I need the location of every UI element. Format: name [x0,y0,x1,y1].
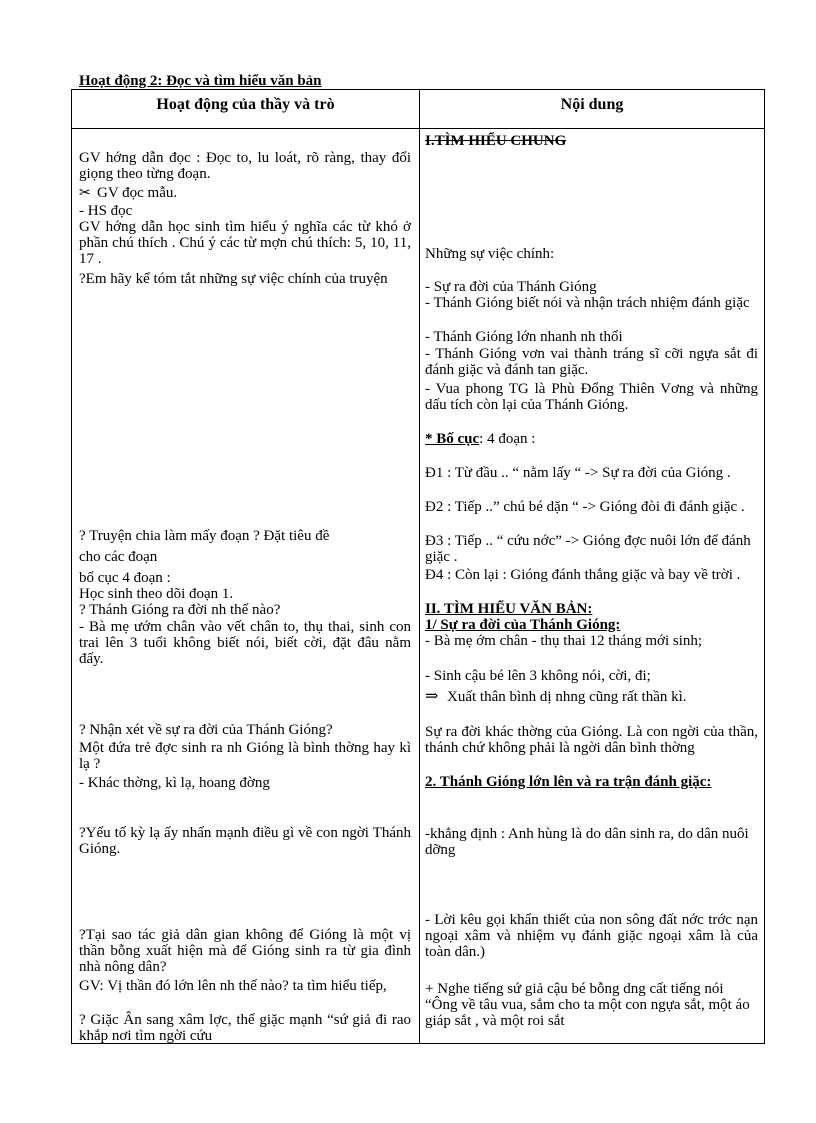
left-model-reading [79,185,411,202]
left-column-header: Hoạt động của thầy và trò [156,96,335,113]
right-first-words: + Nghe tiếng sứ giả cậu bé bỗng dng cất tiếng nói “Ông về tâu vua, sắm cho ta một con ngựa sắt, một áo giáp sắt , và một roi sắt [425,981,750,1029]
right-event-1: - Sự ra đời của Thánh Gióng [425,279,597,295]
left-normal-question: Một đứa trẻ đợc sinh ra nh Gióng là bình thờng hay kì lạ ? [79,740,411,772]
left-structure-question-b: cho các đoạn [79,549,158,565]
right-call-to-arms: - Lời kêu gọi khẩn thiết của non sông đất nớc trớc nạn ngoại xâm và nhiệm vụ đánh giặc ngoại xâm là của toàn dân.) [425,912,758,960]
left-student-reading: - HS đọc [79,203,133,219]
right-origin-text: Xuất thân bình dị nhng cũng rất thần kì. [447,689,687,705]
left-normal-answer: - Khác thờng, kì lạ, hoang đờng [79,775,270,791]
column-divider [419,90,420,1043]
left-birth-question: ? Thánh Gióng ra đời nh thế nào? [79,602,281,618]
left-follow-part1: Học sinh theo dõi đoạn 1. [79,586,234,602]
right-subsection-growth: 2. Thánh Gióng lớn lên và ra trận đánh giặc: [425,774,712,790]
right-birth-1: - Bà mẹ ớm chân - thụ thai 12 tháng mới sinh; [425,633,703,649]
right-structure-count: : 4 đoạn : [479,431,536,447]
left-origin-question: ?Tại sao tác giả dân gian không để Gióng là một vị thần bỗng xuất hiện mà để Gióng sinh ra từ gia đình nhà nông dân? [79,927,411,975]
left-birth-answer: - Bà mẹ ướm chân vào vết chân to, thụ thai, sinh con trai lên 3 tuổi không biết nói, biết cời, đặt đâu nằm đấy. [79,619,411,667]
left-model-reading-text: GV đọc mẫu. [97,185,178,201]
right-section-general: I.TÌM HIỂU CHUNG [425,133,567,149]
left-miracle-question: ?Yếu tố kỳ lạ ấy nhấn mạnh điều gì về con ngời Thánh Gióng. [79,825,411,857]
right-main-events-title: Những sự việc chính: [425,246,555,262]
left-structure-answer: bố cục 4 đoạn : [79,570,171,586]
right-part-3: Đ3 : Tiếp .. “ cứu nớc” -> Gióng đợc nuôi lớn để đánh giặc . [425,533,751,565]
left-structure-question-a: ? Truyện chia làm mấy đoạn ? Đặt tiêu đề [79,528,330,544]
right-origin-explanation: Sự ra đời khác thờng của Gióng. Là con ngời của thần, thánh chứ không phải là ngời dân bình thờng [425,724,758,756]
right-part-4: Đ4 : Còn lại : Gióng đánh thắng giặc và bay về trời . [425,567,741,583]
left-vocab-guide: GV hớng dẫn học sinh tìm hiểu ý nghĩa các từ khó ở phần chú thích . Chú ý các từ mợn chú thích: 5, 10, 11, 17 . [79,219,411,267]
section-heading: Hoạt động 2: Đọc và tìm hiểu văn bản [79,73,322,89]
left-reading-guide: GV hớng dẫn đọc : Đọc to, lu loát, rõ ràng, thay đổi giọng theo từng đoạn. [79,150,411,182]
scissors-icon: ✂ [79,186,91,201]
header-divider [72,128,764,129]
right-birth-2: - Sinh cậu bé lên 3 không nói, cời, đi; [425,668,651,684]
right-column-header: Nội dung [560,96,624,113]
right-event-4: - Thánh Gióng vơn vai thành tráng sĩ cỡi ngựa sắt đi đánh giặc và đánh tan giặc. [425,346,758,378]
implies-arrow-icon: ⇒ [425,688,439,705]
left-growth-question: GV: Vị thần đó lớn lên nh thế nào? ta tìm hiểu tiếp, [79,978,387,994]
right-part-1: Đ1 : Từ đầu .. “ nằm lấy “ -> Sự ra đời của Gióng . [425,465,731,481]
right-event-2: - Thánh Gióng biết nói và nhận trách nhiệm đánh giặc [425,295,750,311]
right-structure-label: * Bố cục [425,431,480,447]
right-subsection-birth: 1/ Sự ra đời của Thánh Gióng: [425,617,621,633]
right-section-text: II. TÌM HIỂU VĂN BẢN: [425,601,593,617]
right-part-2: Đ2 : Tiếp ..” chú bé dặn “ -> Gióng đòi đi đánh giặc . [425,499,745,515]
left-birth-comment-question: ? Nhận xét về sự ra đời của Thánh Gióng? [79,722,333,738]
left-summary-question: ?Em hãy kể tóm tắt những sự việc chính của truyện [79,271,388,287]
left-invasion-question: ? Giặc Ân sang xâm lợc, thế giặc mạnh “sứ giả đi rao khắp nơi tìm ngời cứu [79,1012,411,1044]
right-structure-line [425,431,758,447]
right-event-3: - Thánh Gióng lớn nhanh nh thổi [425,329,623,345]
right-origin-line [425,689,758,705]
right-event-5: - Vua phong TG là Phù Đổng Thiên Vơng và những dấu tích còn lại của Thánh Gióng. [425,381,758,413]
right-hero-statement: -khẳng định : Anh hùng là do dân sinh ra, do dân nuôi dỡng [425,826,749,858]
